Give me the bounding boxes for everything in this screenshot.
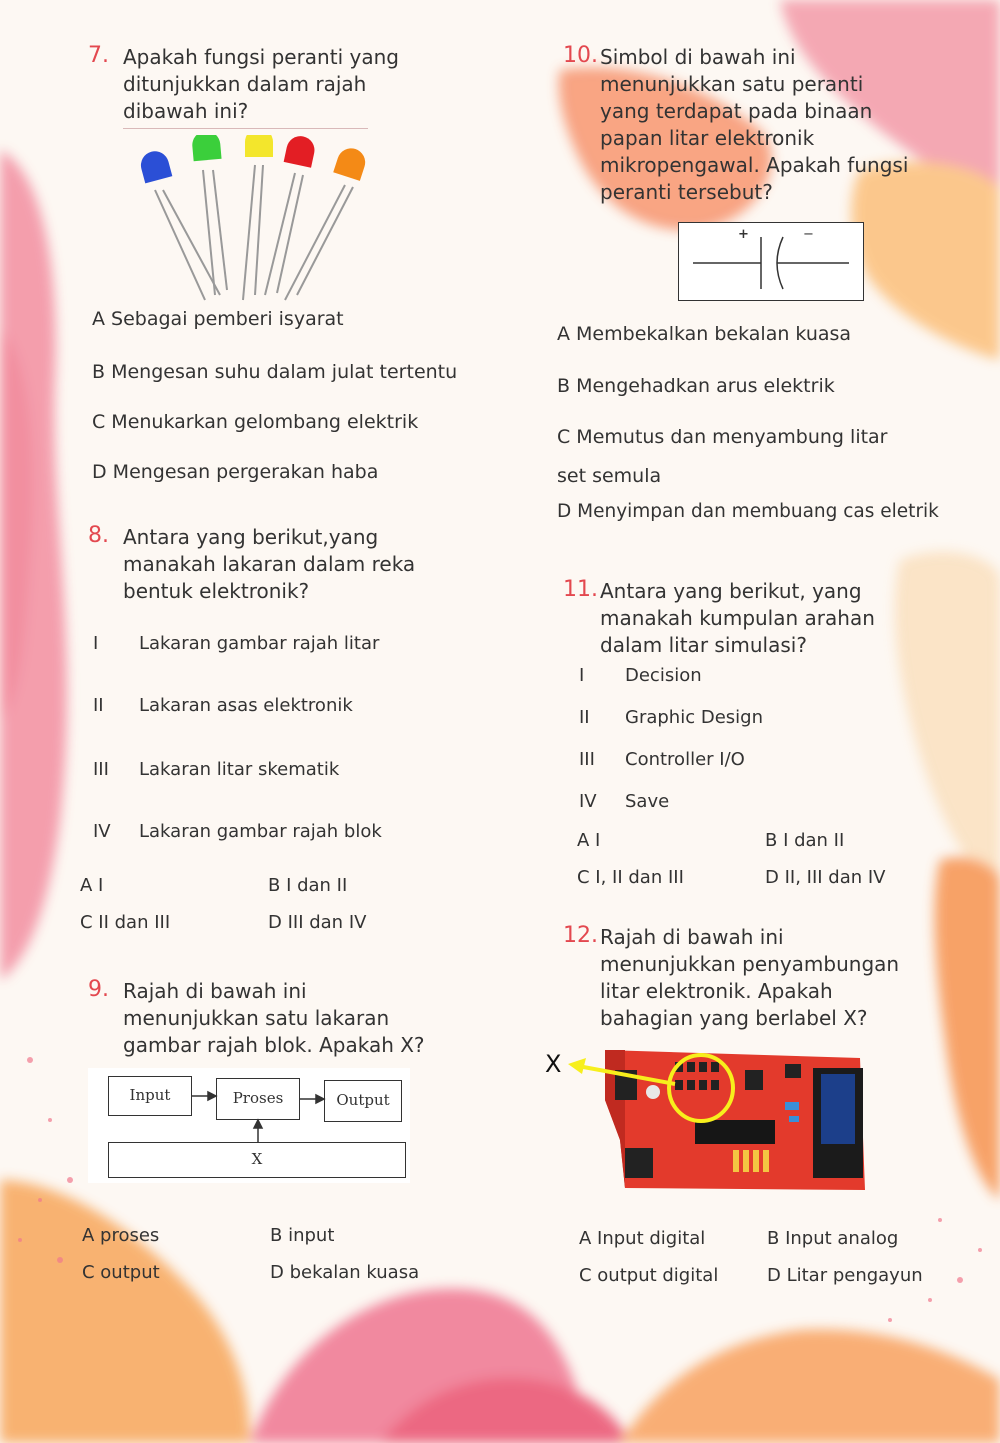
q8-option-c[interactable]: C II dan III <box>80 912 171 933</box>
q9-option-c[interactable]: C output <box>82 1262 160 1283</box>
q11-line: dalam litar simulasi? <box>600 633 807 657</box>
q12-option-b[interactable]: B Input analog <box>767 1228 899 1249</box>
q9-option-a[interactable]: A proses <box>82 1225 160 1246</box>
q10-option-a[interactable]: A Membekalkan bekalan kuasa <box>557 323 852 345</box>
q11-roman: I <box>579 665 585 686</box>
q7-option-d[interactable]: D Mengesan pergerakan haba <box>92 461 379 483</box>
q9-line: menunjukkan satu lakaran <box>123 1006 390 1030</box>
q8-roman: IV <box>93 821 111 842</box>
q7-option-c[interactable]: C Menukarkan gelombang elektrik <box>92 411 419 433</box>
q9-option-d[interactable]: D bekalan kuasa <box>270 1262 420 1283</box>
q12-option-a[interactable]: A Input digital <box>579 1228 706 1249</box>
q10-line: peranti tersebut? <box>600 180 773 204</box>
q10-line: menunjukkan satu peranti <box>600 72 864 96</box>
q8-statement: Lakaran litar skematik <box>139 759 340 780</box>
q7-divider <box>123 128 368 129</box>
plus-sign: + <box>738 227 749 242</box>
minus-sign: − <box>803 227 814 242</box>
q11-roman: IV <box>579 791 597 812</box>
q7-line: dibawah ini? <box>123 99 249 123</box>
q11-statement: Graphic Design <box>625 707 763 728</box>
q8-roman: III <box>93 759 109 780</box>
q7-question <box>123 44 399 125</box>
q10-line: yang terdapat pada binaan <box>600 99 873 123</box>
label-x: X <box>545 1050 562 1078</box>
q10-option-c-cont: set semula <box>557 465 662 487</box>
q11-roman: II <box>579 707 590 728</box>
block-arrows <box>88 1068 410 1183</box>
block-diagram <box>88 1068 410 1183</box>
q9-line: Rajah di bawah ini <box>123 979 307 1003</box>
q11-option-b[interactable]: B I dan II <box>765 830 845 851</box>
q10-number: 10. <box>563 43 598 68</box>
block-process: Proses <box>216 1078 300 1120</box>
q8-option-b[interactable]: B I dan II <box>268 875 348 896</box>
q11-number: 11. <box>563 577 598 602</box>
q9-question <box>123 978 425 1059</box>
q11-option-c[interactable]: C I, II dan III <box>577 867 684 888</box>
q11-option-a[interactable]: A I <box>577 830 601 851</box>
q11-statement: Controller I/O <box>625 749 745 770</box>
q8-option-a[interactable]: A I <box>80 875 104 896</box>
q7-option-b[interactable]: B Mengesan suhu dalam julat tertentu <box>92 361 458 383</box>
q11-line: Antara yang berikut, yang <box>600 579 862 603</box>
arrow-icon <box>560 1050 680 1090</box>
q12-number: 12. <box>563 923 598 948</box>
q12-line: litar elektronik. Apakah <box>600 979 833 1003</box>
block-output: Output <box>324 1080 402 1122</box>
q11-line: manakah kumpulan arahan <box>600 606 875 630</box>
q12-option-c[interactable]: C output digital <box>579 1265 719 1286</box>
q8-option-d[interactable]: D III dan IV <box>268 912 367 933</box>
q10-option-b[interactable]: B Mengehadkan arus elektrik <box>557 375 835 397</box>
q8-question <box>123 524 415 605</box>
q10-option-c[interactable]: C Memutus dan menyambung litar <box>557 426 888 448</box>
q12-line: menunjukkan penyambungan <box>600 952 900 976</box>
q11-roman: III <box>579 749 595 770</box>
q11-question <box>600 578 875 659</box>
q7-line: ditunjukkan dalam rajah <box>123 72 367 96</box>
q8-statement: Lakaran gambar rajah blok <box>139 821 382 842</box>
q9-option-b[interactable]: B input <box>270 1225 335 1246</box>
q7-line: Apakah fungsi peranti yang <box>123 45 399 69</box>
q8-statement: Lakaran asas elektronik <box>139 695 353 716</box>
q8-line: manakah lakaran dalam reka <box>123 552 416 576</box>
q7-number: 7. <box>88 43 109 68</box>
q12-option-d[interactable]: D Litar pengayun <box>767 1265 923 1286</box>
q8-roman: I <box>93 633 99 654</box>
q12-line: bahagian yang berlabel X? <box>600 1006 868 1030</box>
q11-option-d[interactable]: D II, III dan IV <box>765 867 886 888</box>
q10-line: mikropengawal. Apakah fungsi <box>600 153 909 177</box>
q7-option-a[interactable]: A Sebagai pemberi isyarat <box>92 308 344 330</box>
capacitor-icon <box>679 223 862 299</box>
q11-statement: Save <box>625 791 670 812</box>
q10-option-d[interactable]: D Menyimpan dan membuang cas eletrik <box>557 501 939 522</box>
q10-line: Simbol di bawah ini <box>600 45 796 69</box>
q9-line: gambar rajah blok. Apakah X? <box>123 1033 425 1057</box>
block-input: Input <box>108 1076 192 1116</box>
led-image <box>135 135 375 305</box>
q8-line: Antara yang berikut,yang <box>123 525 379 549</box>
q12-question <box>600 924 899 1032</box>
block-x: X <box>108 1142 406 1178</box>
q8-number: 8. <box>88 523 109 548</box>
q9-number: 9. <box>88 977 109 1002</box>
q8-statement: Lakaran gambar rajah litar <box>139 633 380 654</box>
capacitor-symbol <box>678 222 864 301</box>
q11-statement: Decision <box>625 665 702 686</box>
q10-question <box>600 44 908 206</box>
q8-roman: II <box>93 695 104 716</box>
q8-line: bentuk elektronik? <box>123 579 310 603</box>
q10-line: papan litar elektronik <box>600 126 815 150</box>
q12-line: Rajah di bawah ini <box>600 925 784 949</box>
